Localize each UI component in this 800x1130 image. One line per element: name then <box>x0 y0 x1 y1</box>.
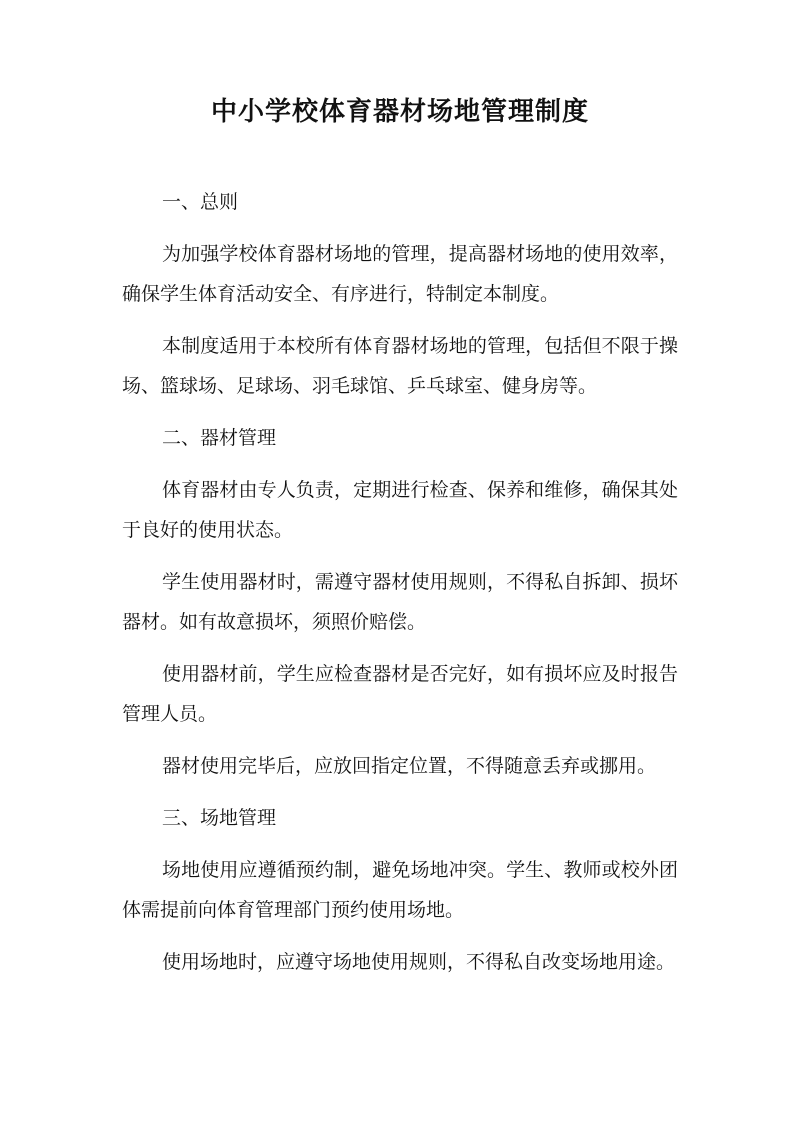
paragraph: 场地使用应遵循预约制，避免场地冲突。学生、教师或校外团体需提前向体育管理部门预约使用场地。 <box>122 859 678 921</box>
paragraph: 为加强学校体育器材场地的管理，提高器材场地的使用效率，确保学生体育活动安全、有序进行，特制定本制度。 <box>122 243 678 305</box>
paragraph: 器材使用完毕后，应放回指定位置，不得随意丢弃或挪用。 <box>162 755 657 777</box>
paragraph: 使用场地时，应遵守场地使用规则，不得私自改变场地用途。 <box>162 951 676 973</box>
document-title: 中小学校体育器材场地管理制度 <box>210 97 589 127</box>
section-heading-venue: 三、场地管理 <box>162 807 277 829</box>
section-heading-equipment: 二、器材管理 <box>162 427 277 449</box>
paragraph: 本制度适用于本校所有体育器材场地的管理，包括但不限于操场、篮球场、足球场、羽毛球馆、乒乓球室、健身房等。 <box>122 335 678 397</box>
paragraph: 使用器材前，学生应检查器材是否完好，如有损坏应及时报告管理人员。 <box>122 663 678 725</box>
paragraph: 体育器材由专人负责，定期进行检查、保养和维修，确保其处于良好的使用状态。 <box>122 479 678 541</box>
document-body <box>122 182 678 982</box>
paragraph: 学生使用器材时，需遵守器材使用规则，不得私自拆卸、损坏器材。如有故意损坏，须照价赔偿。 <box>122 571 678 633</box>
section-heading-general: 一、总则 <box>162 191 239 213</box>
